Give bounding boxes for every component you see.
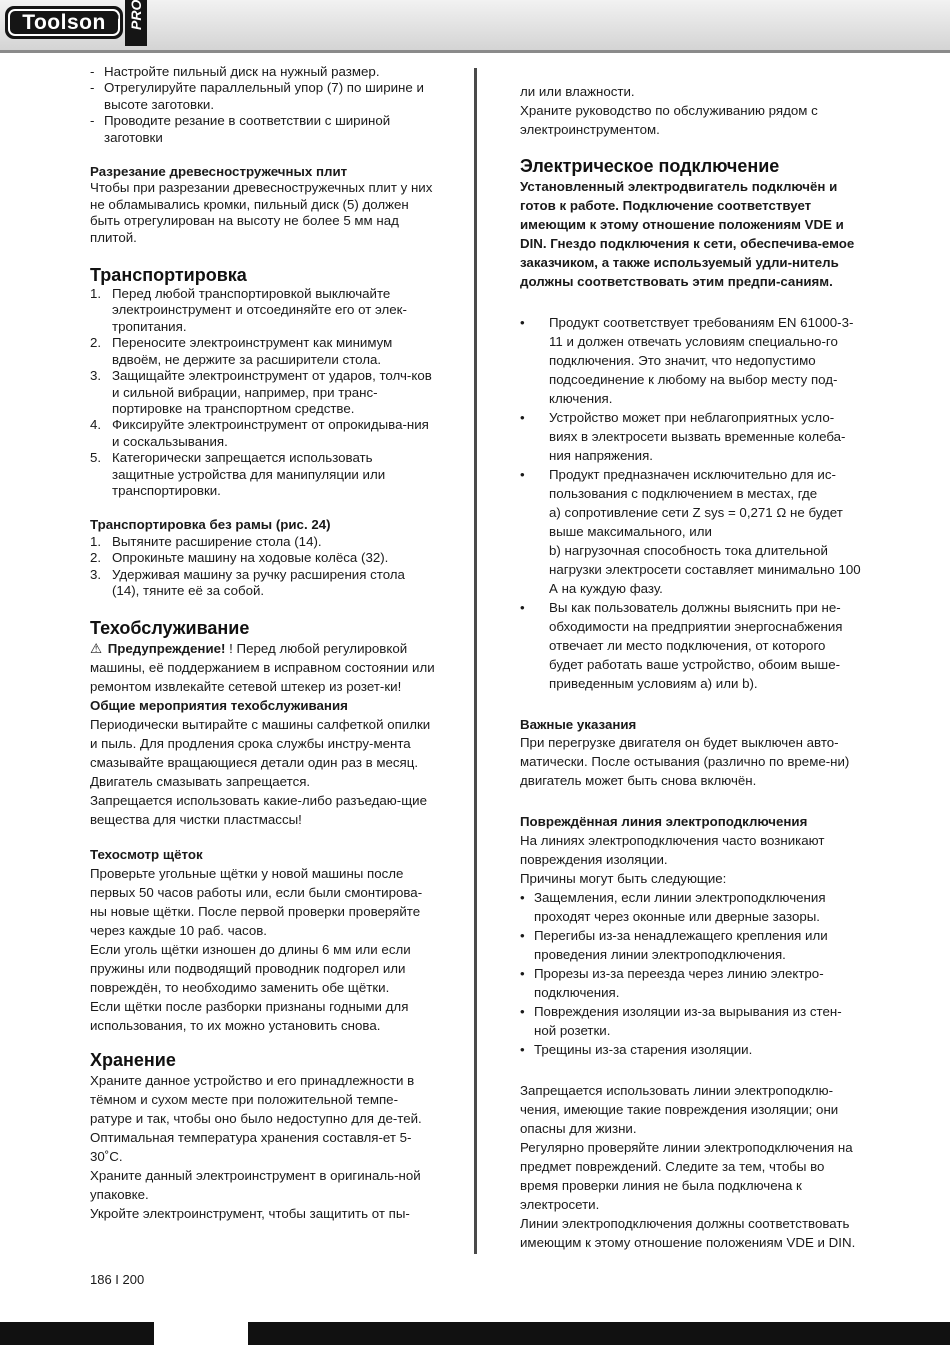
list-item: 1. Перед любой транспортировкой выключайте электроинструмент и отсоединяйте его от элек-тропитания. [90, 286, 407, 334]
brush-text-3: Если щётки после разборки признаны годными для использования, то их можно установить снова. [90, 998, 409, 1033]
manual-storage-text: Храните руководство по обслуживанию рядом с электроинструментом. [520, 103, 818, 137]
list-item: - Отрегулируйте параллельный упор (7) по ширине и высоте заготовки. [90, 80, 424, 112]
intro-list [90, 64, 435, 146]
maintenance-heading: Техобслуживание [90, 618, 250, 639]
left-column [90, 64, 435, 1223]
important-heading: Важные указания [520, 717, 637, 732]
list-item: • Прорезы из-за переезда через линию электро-подключения. [520, 965, 824, 1000]
transport-noframe-list [90, 534, 435, 600]
footer-bar-notch [154, 1322, 248, 1345]
storage-text-3: Укройте электроинструмент, чтобы защитить от пы- [90, 1205, 410, 1221]
list-item: • Повреждения изоляции из-за вырывания из стен-ной розетки. [520, 1003, 842, 1038]
chipboard-text: Чтобы при разрезании древесностружечных плит у них не обламывались кромки, пильный диск (5) должен быть отрегулирован на высоту не более 5 мм над плитой. [90, 180, 433, 245]
list-item: • Защемления, если линии электроподключения проходят через оконные или дверные зазоры. [520, 889, 826, 924]
list-item: • Продукт предназначен исключительно для ис-пользования с подключением в местах, где а) сопротивление сети Z sys = 0,271 Ω не будет выше максимального, или b) нагрузочная способность тока длительной нагрузки электросети составляет минимально 100 А на куждую фазу. [520, 467, 861, 596]
cable-text-4: Регулярно проверяйте линии электроподключения на предмет повреждений. Следите за тем, чтобы во время проверки линия не была подключена к электросети. [520, 1139, 853, 1212]
storage-text-2: Храните данный электроинструмент в оригиналь-ной упаковке. [90, 1167, 421, 1202]
column-divider [474, 68, 477, 1254]
transport-list [90, 286, 435, 499]
list-item: 4. Фиксируйте электроинструмент от опрокидыва-ния и соскальзывания. [90, 417, 429, 449]
cable-text-1: На линиях электроподключения часто возникают повреждения изоляции. [520, 832, 825, 867]
brand-logo [5, 6, 123, 39]
brush-heading: Техосмотр щёток [90, 847, 203, 863]
general-maintenance-text: Периодически вытирайте с машины салфеткой опилки и пыль. Для продления срока службы инстру-мента смазывайте вращающиеся детали один раз в месяц. Двигатель смазывать запрещается. [90, 717, 431, 790]
transport-heading: Транспортировка [90, 265, 247, 286]
electric-heading: Электрическое подключение [520, 156, 780, 176]
pro-badge [125, 0, 147, 46]
right-column [520, 82, 862, 1252]
electric-bullets [520, 313, 862, 693]
cable-text-3: Запрещается использовать линии электроподклю-чения, имеющие такие повреждения изоляции; они опасны для жизни. [520, 1082, 839, 1136]
brand-name: Toolson [8, 9, 120, 36]
cable-causes-list [520, 888, 862, 1059]
page-number: 186 I 200 [90, 1272, 145, 1287]
important-text: При перегрузке двигателя он будет выключен авто-матически. После остывания (различно по време-ни) двигатель может быть снова включён. [520, 735, 850, 789]
warning-icon: ⚠ [90, 641, 102, 657]
storage-text-continued: ли или влажности. [520, 84, 635, 99]
general-maintenance-text-2: Запрещается использовать какие-либо разъедаю-щие вещества для чистки пластмассы! [90, 793, 427, 828]
list-item: - Настройте пильный диск на нужный размер. [90, 64, 380, 79]
storage-text-1: Храните данное устройство и его принадлежности в тёмном и сухом месте при положительной темпе-ратуре и так, чтобы оно было недоступно для де-тей. Оптимальная температура хранения составля-ет 5-30˚C. [90, 1072, 422, 1164]
warning-text: ⚠ Предупреждение! ! Перед любой регулировкой машины, её поддержанием в исправном состоянии или ремонтом извлекайте сетевой штекер из розет-ки! [90, 641, 435, 695]
list-item: 2. Опрокиньте машину на ходовые колёса (32). [90, 550, 389, 566]
page-header [0, 0, 950, 53]
list-item: • Трещины из-за старения изоляции. [520, 1041, 753, 1057]
list-item: • Устройство может при неблагоприятных усло-виях в электросети вызвать временные колеба-ния напряжения. [520, 410, 846, 463]
list-item: 3. Защищайте электроинструмент от ударов, толч-ков и сильной вибрации, например, при транс-портировке на транспортном средстве. [90, 368, 432, 416]
list-item: • Перегибы из-за ненадлежащего крепления или проведения линии электроподключения. [520, 927, 828, 962]
cable-text-2: Причины могут быть следующие: [520, 870, 727, 886]
list-item: 3. Удерживая машину за ручку расширения стола (14), тяните её за собой. [90, 566, 405, 598]
list-item: 2. Переносите электроинструмент как минимум вдвоём, не держите за расширители стола. [90, 335, 393, 367]
storage-heading: Хранение [90, 1049, 176, 1070]
cable-text-5: Линии электроподключения должны соответствовать имеющим к этому отношение положениям VDE и DIN. [520, 1215, 856, 1250]
list-item: • Продукт соответствует требованиям EN 61000-3-11 и должен отвечать условиям специально-го подключения. Это значит, что недопустимо подсоединение к любому на выбор месту под-ключения. [520, 315, 854, 406]
brush-text-2: Если уголь щётки изношен до длины 6 мм или если пружины или подводящий проводник подгорел или повреждён, то необходимо заменить обе щётки. [90, 941, 411, 995]
pro-label: PRO [128, 0, 144, 30]
brush-text-1: Проверьте угольные щётки у новой машины после первых 50 часов работы или, если были смонтирова-ны новые щётки. После первой проверки проверяйте через каждые 10 раб. часов. [90, 865, 423, 938]
list-item: 5. Категорически запрещается использовать защитные устройства для манипуляции или транспортировки. [90, 450, 386, 498]
electric-lead: Установленный электродвигатель подключён и готов к работе. Подключение соответствует имеющим к этому отношение положениям VDE и DIN. Гнездо подключения к сети, обеспечива-емое заказчиком, а также используемый удли-нитель должны соответствовать этим предпи-саниям. [520, 179, 855, 289]
condition-b: b) нагрузочная способность тока длительной нагрузки электросети составляет минимально 100 А на куждую фазу. [549, 543, 861, 596]
list-item: • Вы как пользователь должны выяснить при не-обходимости на предприятии энергоснабжения отвечает ли место подключения, от которого будет работать ваше устройство, обоим выше-приведенным условиям а) или b). [520, 600, 843, 691]
list-item: 1. Вытяните расширение стола (14). [90, 533, 322, 549]
footer-bar [0, 1322, 950, 1345]
list-item: - Проводите резание в соответствии с шириной заготовки [90, 113, 391, 145]
registered-mark: ® [113, 13, 119, 22]
condition-a: а) сопротивление сети Z sys = 0,271 Ω не будет выше максимального, или [549, 505, 843, 539]
chipboard-heading: Разрезание древесностружечных плит [90, 164, 348, 180]
transport-noframe-heading: Транспортировка без рамы (рис. 24) [90, 517, 331, 533]
cable-heading: Повреждённая линия электроподключения [520, 814, 808, 830]
general-maintenance-heading: Общие мероприятия техобслуживания [90, 698, 348, 714]
warning-label: Предупреждение! [107, 641, 226, 657]
